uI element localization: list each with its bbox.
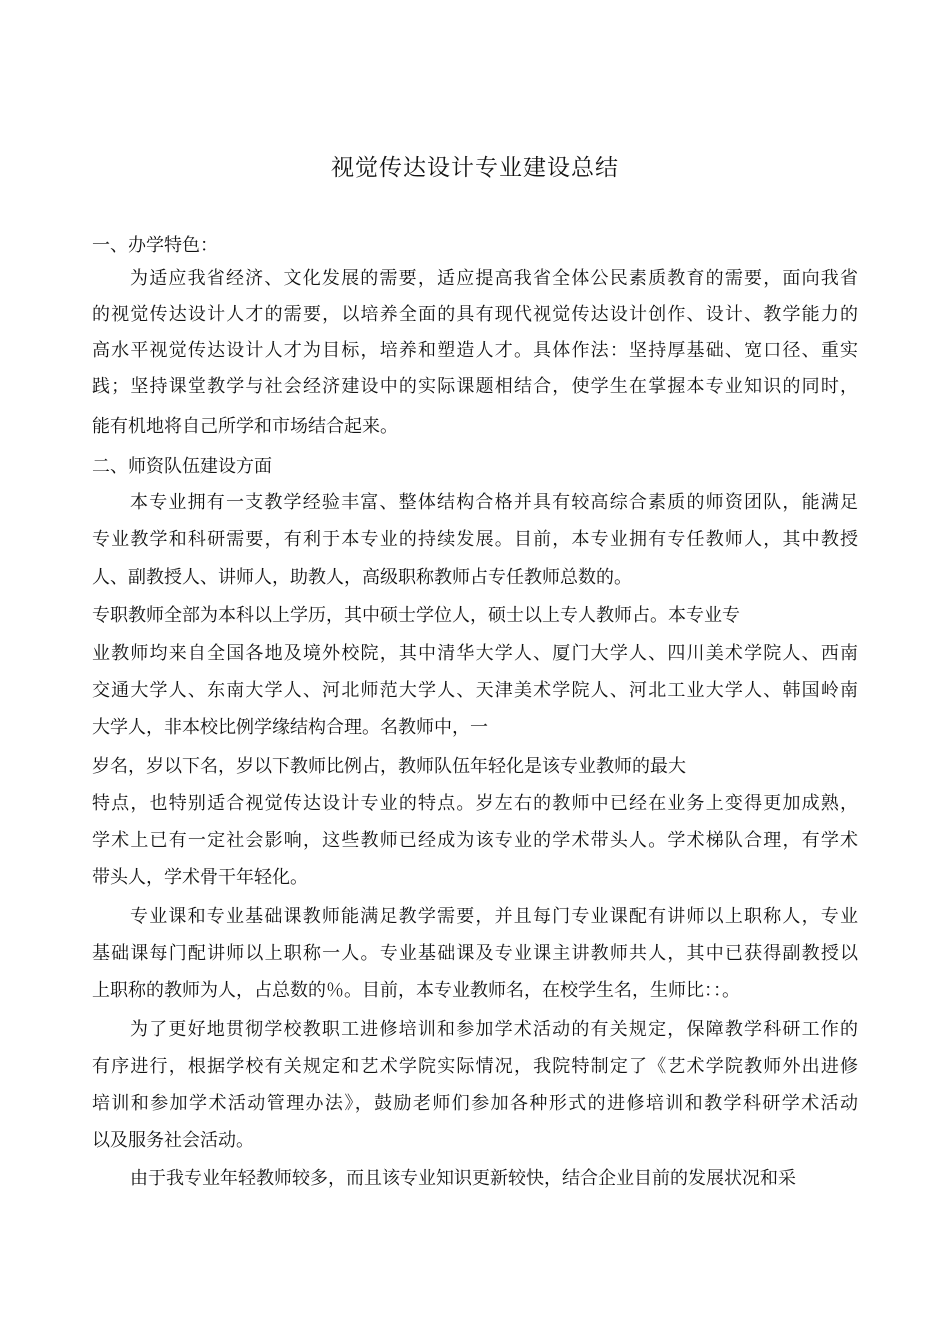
text-line: 有序进行，根据学校有关规定和艺术学院实际情况，我院特制定了《艺术学院教师外出进修 xyxy=(92,1056,858,1077)
text-line: 大学人，非本校比例学缘结构合理。名教师中，一 xyxy=(92,717,488,738)
text-line: 人、副教授人、讲师人，助教人，高级职称教师占专任教师总数的。 xyxy=(92,567,632,588)
text-line: 本专业拥有一支教学经验丰富、整体结构合格并具有较高综合素质的师资团队，能满足 xyxy=(130,492,858,513)
text-line: 专业教学和科研需要，有利于本专业的持续发展。目前，本专业拥有专任教师人，其中教授 xyxy=(92,529,858,550)
text-line: 由于我专业年轻教师较多，而且该专业知识更新较快，结合企业目前的发展状况和采 xyxy=(130,1168,796,1189)
text-line: 的视觉传达设计人才的需要，以培养全面的具有现代视觉传达设计创作、设计、教学能力的 xyxy=(92,304,858,325)
text-line: 为适应我省经济、文化发展的需要，适应提高我省全体公民素质教育的需要，面向我省 xyxy=(130,268,858,289)
text-line: 培训和参加学术活动管理办法》，鼓励老师们参加各种形式的进修培训和教学科研学术活动 xyxy=(92,1093,858,1114)
text-line: 践；坚持课堂教学与社会经济建设中的实际课题相结合，使学生在掌握本专业知识的同时， xyxy=(92,376,858,397)
text-line: 专职教师全部为本科以上学历，其中硕士学位人，硕士以上专人教师占。本专业专 xyxy=(92,605,740,626)
section-heading-1: 一、办学特色： xyxy=(92,235,218,256)
text-line: 交通大学人、东南大学人、河北师范大学人、天津美术学院人、河北工业大学人、韩国岭南 xyxy=(92,680,858,701)
text-line: 为了更好地贯彻学校教职工进修培训和参加学术活动的有关规定，保障教学科研工作的 xyxy=(130,1019,858,1040)
text-line: 上职称的教师为人，占总数的％。目前，本专业教师名，在校学生名，生师比：：。 xyxy=(92,980,740,1001)
text-line: 专业课和专业基础课教师能满足教学需要，并且每门专业课配有讲师以上职称人，专业 xyxy=(130,906,858,927)
text-line: 能有机地将自己所学和市场结合起来。 xyxy=(92,416,398,437)
text-line: 基础课每门配讲师以上职称一人。专业基础课及专业课主讲教师共人，其中已获得副教授以 xyxy=(92,943,858,964)
text-line: 带头人，学术骨干年轻化。 xyxy=(92,867,308,888)
text-line: 业教师均来自全国各地及境外校院，其中清华大学人、厦门大学人、四川美术学院人、西南 xyxy=(92,643,858,664)
text-line: 岁名，岁以下名，岁以下教师比例占，教师队伍年轻化是该专业教师的最大 xyxy=(92,756,686,777)
document-title: 视觉传达设计专业建设总结 xyxy=(331,155,619,181)
section-heading-2: 二、师资队伍建设方面 xyxy=(92,456,272,477)
text-line: 学术上已有一定社会影响，这些教师已经成为该专业的学术带头人。学术梯队合理，有学术 xyxy=(92,830,858,851)
text-line: 以及服务社会活动。 xyxy=(92,1130,254,1151)
text-line: 高水平视觉传达设计人才为目标，培养和塑造人才。具体作法：坚持厚基础、宽口径、重实 xyxy=(92,340,858,361)
text-line: 特点，也特别适合视觉传达设计专业的特点。岁左右的教师中已经在业务上变得更加成熟， xyxy=(92,793,858,814)
